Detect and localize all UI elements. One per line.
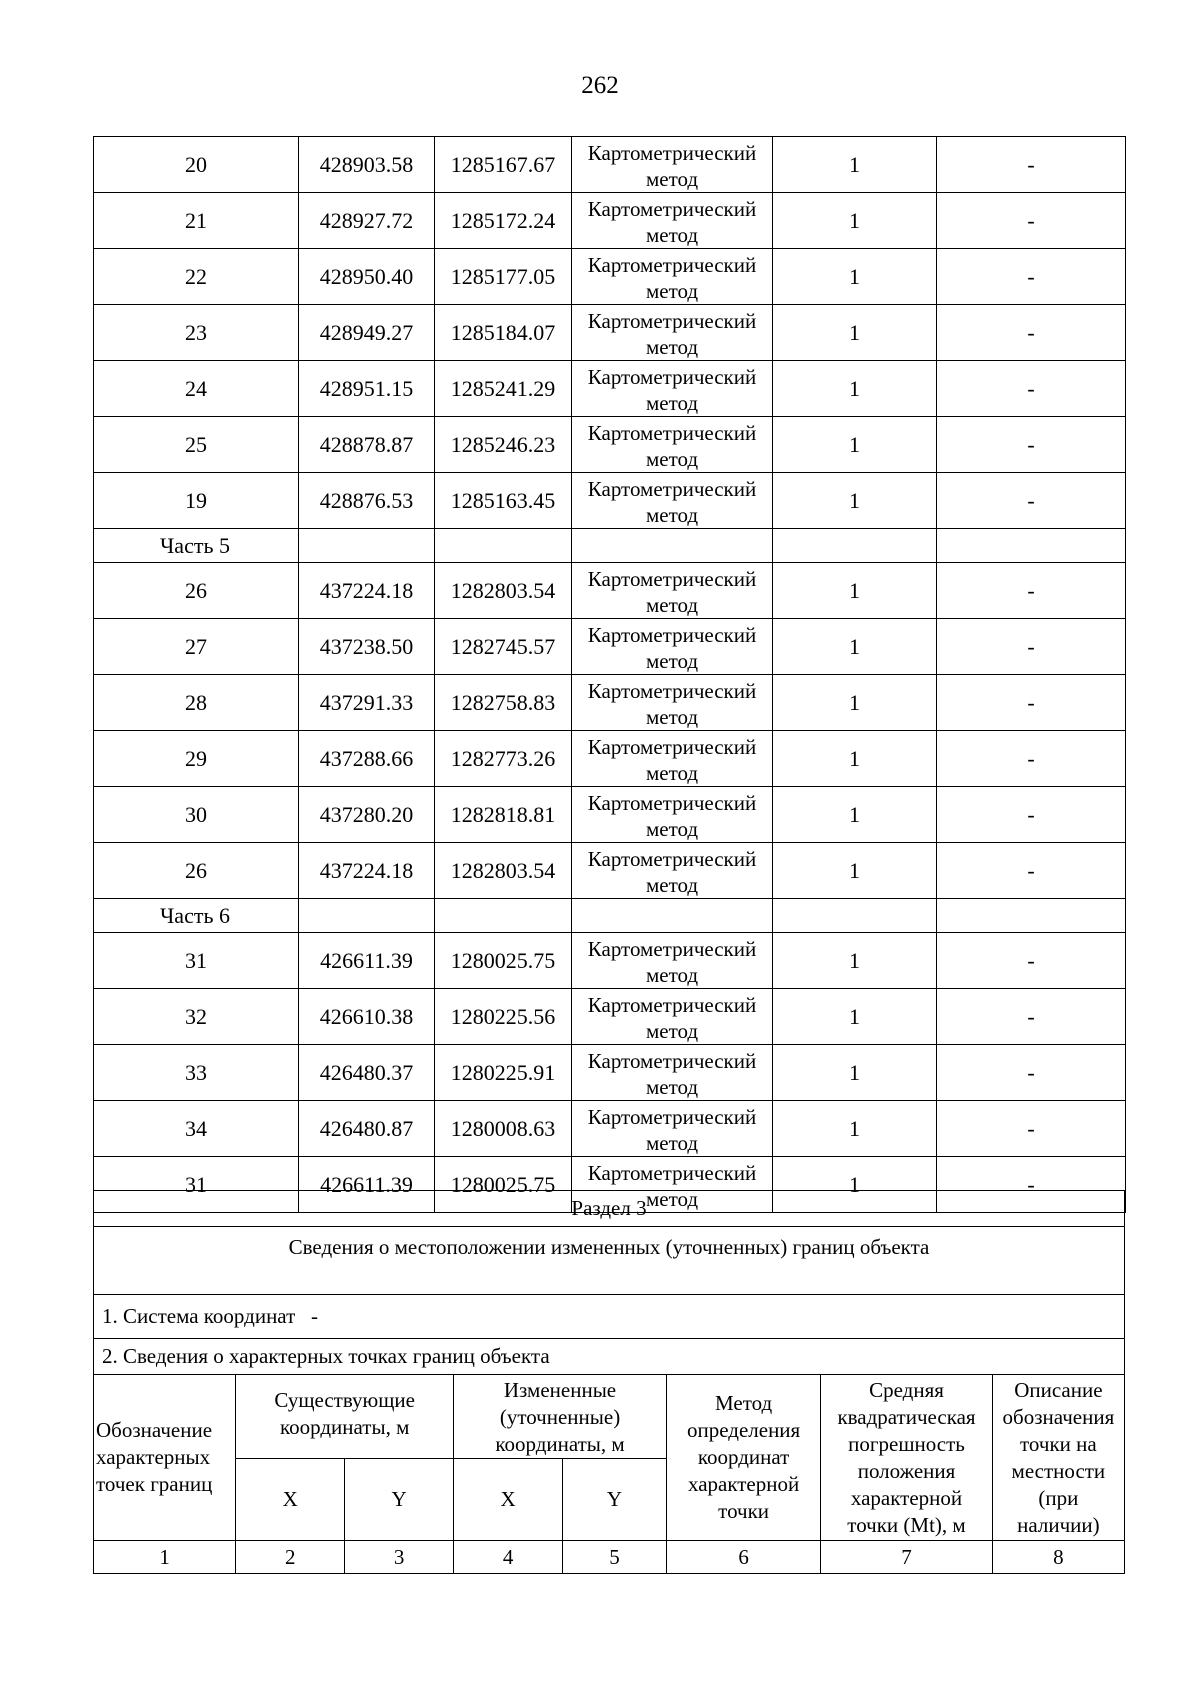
accuracy: 1 <box>773 305 937 361</box>
table-row <box>94 249 1126 305</box>
method-text: метод <box>645 167 699 191</box>
x-coordinate: 428903.58 <box>299 137 435 193</box>
point-number: 21 <box>94 193 299 249</box>
description-header <box>992 1375 1124 1541</box>
existing-line: Существующие <box>274 1388 415 1412</box>
table-row <box>94 731 1126 787</box>
point-description: - <box>937 193 1126 249</box>
table-row <box>94 619 1126 675</box>
method-cell <box>572 137 773 193</box>
point-number: 27 <box>94 619 299 675</box>
point-description: - <box>937 1157 1126 1213</box>
y-coordinate: 1282745.57 <box>435 619 572 675</box>
method-text: метод <box>645 873 699 897</box>
method-line: координат <box>697 1445 790 1469</box>
y-coordinate: 1285172.24 <box>435 193 572 249</box>
column-number: 5 <box>563 1541 667 1574</box>
method-line: определения <box>686 1418 801 1442</box>
error-line: погрешность <box>848 1431 965 1456</box>
description-line: (при <box>1038 1485 1079 1510</box>
accuracy: 1 <box>773 843 937 899</box>
designation-header <box>94 1375 236 1541</box>
point-number: 25 <box>94 417 299 473</box>
table-row <box>94 305 1126 361</box>
point-description: - <box>937 137 1126 193</box>
method-text: Картометрический <box>587 1105 757 1129</box>
point-number: 31 <box>94 933 299 989</box>
table-row <box>94 843 1126 899</box>
method-text: Картометрический <box>587 1161 757 1185</box>
method-text: метод <box>645 1019 699 1043</box>
designation-line: точек границ <box>96 1472 213 1496</box>
method-line: характерной <box>687 1472 800 1496</box>
accuracy: 1 <box>773 619 937 675</box>
method-header <box>666 1375 820 1541</box>
accuracy: 1 <box>773 1157 937 1213</box>
changed-x-header: X <box>454 1459 563 1541</box>
method-text: Картометрический <box>587 421 757 445</box>
point-description: - <box>937 787 1126 843</box>
method-cell <box>572 417 773 473</box>
section-title: Раздел 3 <box>94 1191 1125 1227</box>
y-coordinate: 1285167.67 <box>435 137 572 193</box>
method-text: метод <box>645 963 699 987</box>
y-coordinate: 1280225.56 <box>435 989 572 1045</box>
method-cell <box>572 193 773 249</box>
y-coordinate: 1285184.07 <box>435 305 572 361</box>
boundary-points-body <box>94 137 1126 1213</box>
error-line: точки (Mt), м <box>847 1512 966 1537</box>
description-line: Описание <box>1014 1377 1103 1402</box>
point-number: 34 <box>94 1101 299 1157</box>
accuracy: 1 <box>773 675 937 731</box>
coordinate-system-line: 1. Система координат - <box>94 1295 1125 1339</box>
changed-line: (уточненные) <box>499 1405 621 1429</box>
description-line: обозначения <box>1002 1404 1115 1429</box>
method-line: точки <box>718 1499 770 1523</box>
point-description: - <box>937 619 1126 675</box>
y-coordinate: 1285246.23 <box>435 417 572 473</box>
page-number: 262 <box>581 72 619 99</box>
x-coordinate: 437291.33 <box>299 675 435 731</box>
boundary-points-table <box>93 136 1126 1213</box>
accuracy: 1 <box>773 473 937 529</box>
changed-line: координаты, м <box>495 1432 625 1456</box>
x-coordinate: 428949.27 <box>299 305 435 361</box>
point-number: 26 <box>94 563 299 619</box>
description-line: местности <box>1011 1458 1106 1483</box>
column-number: 7 <box>821 1541 992 1574</box>
empty-cell <box>299 899 435 933</box>
error-line: квадратическая <box>837 1404 976 1429</box>
existing-line: координаты, м <box>279 1415 410 1439</box>
point-description: - <box>937 249 1126 305</box>
accuracy: 1 <box>773 193 937 249</box>
x-coordinate: 428876.53 <box>299 473 435 529</box>
x-coordinate: 437224.18 <box>299 843 435 899</box>
point-description: - <box>937 675 1126 731</box>
point-description: - <box>937 1045 1126 1101</box>
empty-cell <box>435 899 572 933</box>
y-coordinate: 1282803.54 <box>435 563 572 619</box>
table-row <box>94 417 1126 473</box>
column-number: 4 <box>454 1541 563 1574</box>
method-cell <box>572 1101 773 1157</box>
y-coordinate: 1285177.05 <box>435 249 572 305</box>
method-text: Картометрический <box>587 477 757 501</box>
point-description: - <box>937 843 1126 899</box>
part-row <box>94 899 1126 933</box>
empty-cell <box>572 899 773 933</box>
method-text: Картометрический <box>587 309 757 333</box>
y-coordinate: 1280225.91 <box>435 1045 572 1101</box>
table-row <box>94 1045 1126 1101</box>
y-coordinate: 1282758.83 <box>435 675 572 731</box>
y-coordinate: 1282773.26 <box>435 731 572 787</box>
method-text: метод <box>645 279 699 303</box>
table-row <box>94 563 1126 619</box>
method-text: метод <box>645 447 699 471</box>
method-text: метод <box>645 391 699 415</box>
x-coordinate: 426480.87 <box>299 1101 435 1157</box>
method-text: Картометрический <box>587 253 757 277</box>
method-cell <box>572 843 773 899</box>
table-row <box>94 1101 1126 1157</box>
existing-coordinates-header <box>236 1375 454 1459</box>
method-text: метод <box>645 593 699 617</box>
error-header <box>821 1375 992 1541</box>
empty-cell <box>435 529 572 563</box>
method-cell <box>572 675 773 731</box>
x-coordinate: 437280.20 <box>299 787 435 843</box>
point-description: - <box>937 417 1126 473</box>
point-number: 23 <box>94 305 299 361</box>
description-line: точки на <box>1020 1431 1097 1456</box>
accuracy: 1 <box>773 417 937 473</box>
x-coordinate: 426610.38 <box>299 989 435 1045</box>
point-number: 29 <box>94 731 299 787</box>
x-coordinate: 426611.39 <box>299 933 435 989</box>
method-text: Картометрический <box>587 197 757 221</box>
method-text: Картометрический <box>587 847 757 871</box>
column-number: 3 <box>345 1541 454 1574</box>
method-cell <box>572 563 773 619</box>
error-line: характерной <box>850 1485 963 1510</box>
accuracy: 1 <box>773 933 937 989</box>
point-number: 20 <box>94 137 299 193</box>
description-line: наличии) <box>1017 1512 1100 1537</box>
accuracy: 1 <box>773 1045 937 1101</box>
method-text: метод <box>645 335 699 359</box>
accuracy: 1 <box>773 989 937 1045</box>
table-row <box>94 787 1126 843</box>
point-description: - <box>937 731 1126 787</box>
changed-coordinates-header <box>454 1375 667 1459</box>
part-label: Часть 5 <box>94 529 299 563</box>
part-label: Часть 6 <box>94 899 299 933</box>
method-text: метод <box>645 705 699 729</box>
method-cell <box>572 473 773 529</box>
accuracy: 1 <box>773 787 937 843</box>
section-3-table <box>93 1190 1125 1574</box>
x-coordinate: 428878.87 <box>299 417 435 473</box>
method-cell <box>572 1045 773 1101</box>
method-text: метод <box>645 1187 699 1211</box>
method-cell <box>572 989 773 1045</box>
method-text: метод <box>645 223 699 247</box>
table-row <box>94 361 1126 417</box>
y-coordinate: 1285241.29 <box>435 361 572 417</box>
method-text: метод <box>645 649 699 673</box>
column-number: 2 <box>236 1541 345 1574</box>
point-description: - <box>937 473 1126 529</box>
method-text: Картометрический <box>587 1049 757 1073</box>
error-line: Средняя <box>869 1377 944 1402</box>
method-text: Картометрический <box>587 567 757 591</box>
accuracy: 1 <box>773 1101 937 1157</box>
method-text: Картометрический <box>587 993 757 1017</box>
x-coordinate: 437288.66 <box>299 731 435 787</box>
changed-line: Измененные <box>503 1378 617 1402</box>
method-cell <box>572 361 773 417</box>
point-description: - <box>937 563 1126 619</box>
changed-y-header: Y <box>563 1459 667 1541</box>
method-text: Картометрический <box>587 937 757 961</box>
column-number: 1 <box>94 1541 236 1574</box>
x-coordinate: 426480.37 <box>299 1045 435 1101</box>
existing-y-header: Y <box>345 1459 454 1541</box>
empty-cell <box>773 899 937 933</box>
section-subtitle: Сведения о местоположении измененных (уточненных) границ объекта <box>94 1227 1125 1295</box>
method-text: Картометрический <box>587 365 757 389</box>
x-coordinate: 428951.15 <box>299 361 435 417</box>
table-row <box>94 137 1126 193</box>
designation-line: характерных <box>96 1445 211 1469</box>
accuracy: 1 <box>773 731 937 787</box>
point-number: 31 <box>94 1157 299 1213</box>
method-text: Картометрический <box>587 141 757 165</box>
y-coordinate: 1285163.45 <box>435 473 572 529</box>
method-line: Метод <box>715 1391 773 1415</box>
point-number: 24 <box>94 361 299 417</box>
y-coordinate: 1282803.54 <box>435 843 572 899</box>
y-coordinate: 1280008.63 <box>435 1101 572 1157</box>
table-row <box>94 193 1126 249</box>
method-cell <box>572 787 773 843</box>
column-number: 6 <box>666 1541 820 1574</box>
method-text: метод <box>645 1131 699 1155</box>
table-row <box>94 933 1126 989</box>
method-text: метод <box>645 1075 699 1099</box>
empty-cell <box>299 529 435 563</box>
empty-cell <box>937 899 1126 933</box>
method-text: метод <box>645 817 699 841</box>
empty-cell <box>937 529 1126 563</box>
method-cell <box>572 731 773 787</box>
point-number: 33 <box>94 1045 299 1101</box>
empty-cell <box>773 529 937 563</box>
method-cell <box>572 249 773 305</box>
point-description: - <box>937 989 1126 1045</box>
method-text: Картометрический <box>587 679 757 703</box>
table-row <box>94 675 1126 731</box>
column-number: 8 <box>992 1541 1124 1574</box>
x-coordinate: 437224.18 <box>299 563 435 619</box>
point-description: - <box>937 933 1126 989</box>
accuracy: 1 <box>773 361 937 417</box>
x-coordinate: 437238.50 <box>299 619 435 675</box>
x-coordinate: 428950.40 <box>299 249 435 305</box>
point-number: 28 <box>94 675 299 731</box>
point-number: 32 <box>94 989 299 1045</box>
point-number: 22 <box>94 249 299 305</box>
method-text: Картометрический <box>587 623 757 647</box>
error-line: положения <box>857 1458 956 1483</box>
accuracy: 1 <box>773 563 937 619</box>
method-cell <box>572 619 773 675</box>
method-cell <box>572 933 773 989</box>
point-number: 26 <box>94 843 299 899</box>
table-row <box>94 989 1126 1045</box>
accuracy: 1 <box>773 249 937 305</box>
part-row <box>94 529 1126 563</box>
points-heading: 2. Сведения о характерных точках границ объекта <box>94 1339 1125 1375</box>
empty-cell <box>572 529 773 563</box>
accuracy: 1 <box>773 137 937 193</box>
x-coordinate: 426611.39 <box>299 1157 435 1213</box>
method-text: метод <box>645 503 699 527</box>
y-coordinate: 1282818.81 <box>435 787 572 843</box>
y-coordinate: 1280025.75 <box>435 933 572 989</box>
existing-x-header: X <box>236 1459 345 1541</box>
point-description: - <box>937 1101 1126 1157</box>
designation-line: Обозначение <box>96 1418 213 1442</box>
point-description: - <box>937 305 1126 361</box>
method-text: Картометрический <box>587 735 757 759</box>
x-coordinate: 428927.72 <box>299 193 435 249</box>
method-text: метод <box>645 761 699 785</box>
point-description: - <box>937 361 1126 417</box>
method-text: Картометрический <box>587 791 757 815</box>
point-number: 30 <box>94 787 299 843</box>
table-row <box>94 473 1126 529</box>
method-cell <box>572 305 773 361</box>
point-number: 19 <box>94 473 299 529</box>
y-coordinate: 1280025.75 <box>435 1157 572 1213</box>
